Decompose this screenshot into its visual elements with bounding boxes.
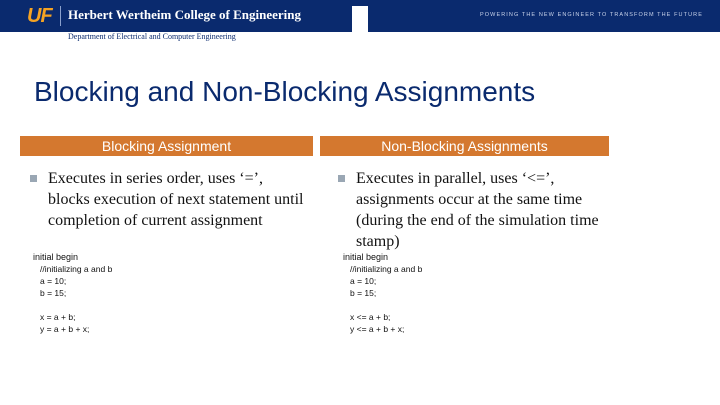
slide-title: Blocking and Non-Blocking Assignments: [34, 76, 536, 107]
college-name: Herbert Wertheim College of Engineering: [68, 7, 301, 22]
non-blocking-code-line: y <= a + b + x;: [350, 324, 405, 334]
blocking-bullet-text: Executes in series order, uses ‘=’, blocks execution of next statement until completion of current assignment: [48, 170, 304, 229]
non-blocking-column-header: Non-Blocking Assignments: [320, 136, 609, 156]
logo-divider: [60, 6, 61, 26]
non-blocking-bullet: [338, 168, 608, 252]
bullet-marker: [338, 175, 345, 182]
non-blocking-code-line: //initializing a and b: [350, 264, 423, 274]
non-blocking-bullet-text: Executes in parallel, uses ‘<=’, assignments occur at the same time (during the end of the simulation time stamp): [356, 170, 599, 250]
non-blocking-code-title: initial begin: [343, 252, 389, 262]
bullet-marker: [30, 175, 37, 182]
header-accent-block: [352, 6, 368, 32]
non-blocking-code-line: b = 15;: [350, 288, 377, 298]
blocking-code-line: a = 10;: [40, 276, 67, 286]
header-tagline: POWERING THE NEW ENGINEER TO TRANSFORM THE FUTURE: [480, 12, 703, 18]
blocking-code-line: y = a + b + x;: [40, 324, 90, 334]
blocking-code-line: x = a + b;: [40, 312, 76, 322]
blocking-column-header: Blocking Assignment: [20, 136, 313, 156]
blocking-bullet: [30, 168, 308, 231]
blocking-code-line: b = 15;: [40, 288, 67, 298]
blocking-code-title: initial begin: [33, 252, 79, 262]
department-name: Department of Electrical and Computer Engineering: [68, 32, 236, 41]
uf-logo: UF: [27, 5, 52, 27]
non-blocking-code-line: a = 10;: [350, 276, 377, 286]
header-bar: [0, 0, 720, 32]
blocking-code-line: //initializing a and b: [40, 264, 113, 274]
non-blocking-code-line: x <= a + b;: [350, 312, 391, 322]
